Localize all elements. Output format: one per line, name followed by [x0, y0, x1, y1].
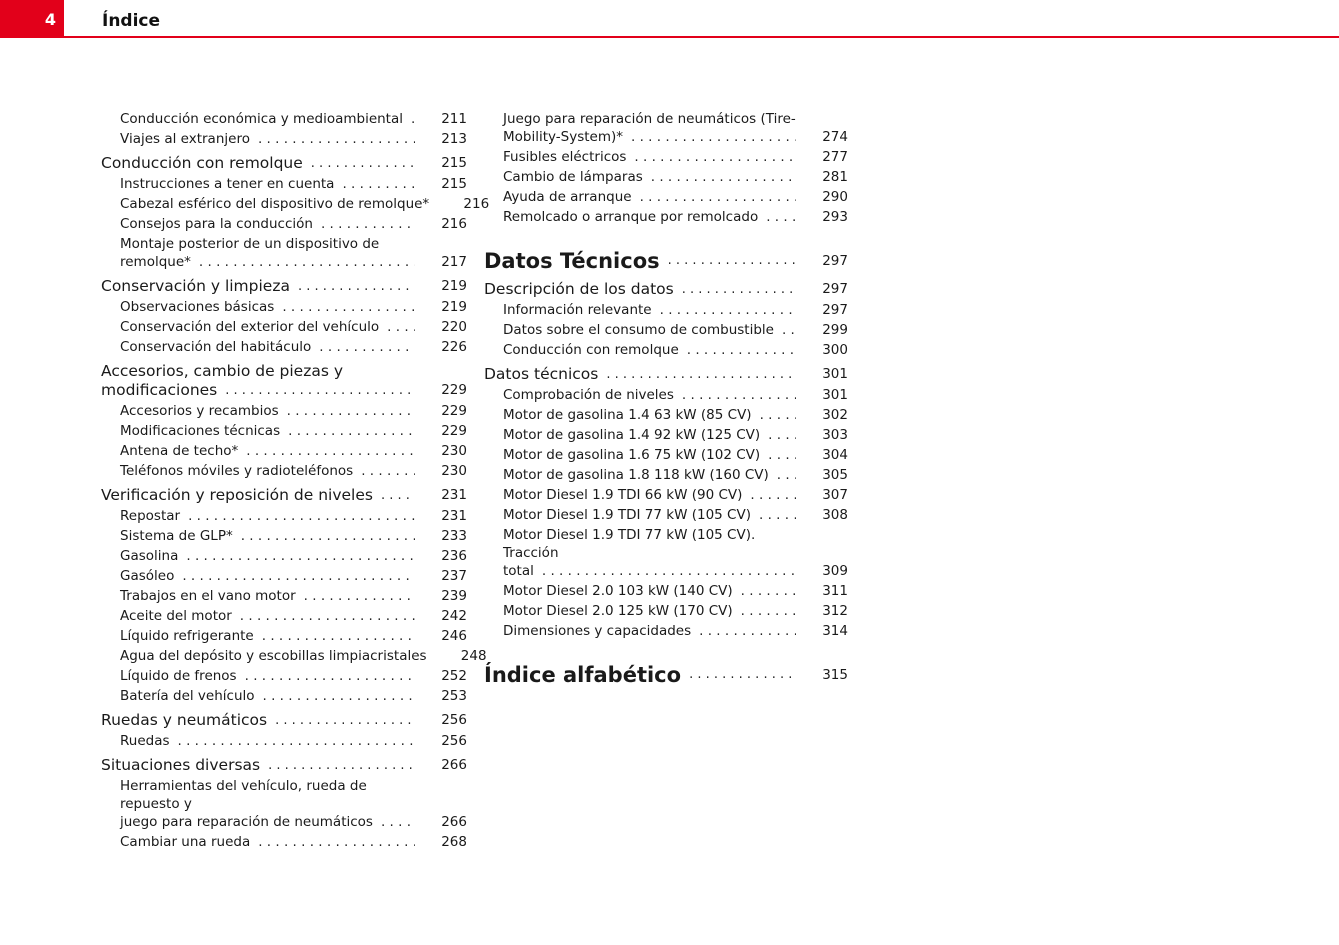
- toc-entry-label: Ayuda de arranque: [503, 189, 632, 205]
- toc-chapter[interactable]: [484, 280, 848, 299]
- toc-entry-label: Conducción con remolque: [101, 154, 303, 172]
- dot-leader: [342, 175, 415, 193]
- toc-entry[interactable]: [484, 622, 848, 640]
- toc-page-number: 277: [822, 149, 848, 165]
- toc-chapter[interactable]: [101, 277, 467, 296]
- toc-entry-label: Motor Diesel 1.9 TDI 66 kW (90 CV): [503, 487, 743, 503]
- dot-leader: [741, 602, 796, 620]
- toc-entry[interactable]: [484, 486, 848, 504]
- dot-leader: [411, 110, 415, 128]
- dot-leader: [760, 406, 796, 424]
- toc-entry[interactable]: [101, 777, 467, 831]
- dot-leader: [240, 607, 415, 625]
- toc-entry-label: Conservación del habitáculo: [120, 339, 312, 355]
- toc-page-number: 230: [441, 463, 467, 479]
- dot-leader: [782, 321, 796, 339]
- toc-entry-label: Motor de gasolina 1.4 63 kW (85 CV): [503, 407, 752, 423]
- dot-leader: [741, 582, 796, 600]
- toc-page-number: 217: [441, 254, 467, 270]
- toc-entry-label: Datos Técnicos: [484, 249, 660, 273]
- dot-leader: [321, 215, 415, 233]
- toc-page-number: 219: [441, 299, 467, 315]
- toc-page-number: 256: [441, 733, 467, 749]
- dot-leader: [766, 208, 796, 226]
- toc-page-number: 297: [822, 281, 848, 297]
- dot-leader: [246, 442, 415, 460]
- toc-page-number: 220: [441, 319, 467, 335]
- toc-page-number: 309: [822, 563, 848, 579]
- toc-entry-label: Ruedas: [120, 733, 170, 749]
- page-header: [0, 0, 1339, 38]
- toc-entry-label: Batería del vehículo: [120, 688, 255, 704]
- toc-page-number: 307: [822, 487, 848, 503]
- dot-leader: [258, 833, 415, 851]
- toc-chapter[interactable]: [101, 486, 467, 505]
- toc-entry[interactable]: [101, 627, 467, 645]
- toc-entry-label: Ruedas y neumáticos: [101, 711, 268, 729]
- toc-entry[interactable]: [101, 422, 467, 440]
- toc-entry-label: Cabezal esférico del dispositivo de remolque*: [120, 196, 430, 212]
- toc-chapter[interactable]: [101, 756, 467, 775]
- page-number: 4: [0, 0, 64, 38]
- toc-page-number: 239: [441, 588, 467, 604]
- toc-page-number: 229: [441, 403, 467, 419]
- toc-entry-label: Motor Diesel 1.9 TDI 77 kW (105 CV): [503, 507, 751, 523]
- toc-page-number: 237: [441, 568, 467, 584]
- toc-entry-label: Teléfonos móviles y radioteléfonos: [120, 463, 354, 479]
- toc-entry-label: Motor de gasolina 1.4 92 kW (125 CV): [503, 427, 761, 443]
- dot-leader: [640, 188, 796, 206]
- dot-leader: [660, 301, 796, 319]
- toc-entry-label: Conducción con remolque: [503, 342, 679, 358]
- toc-chapter[interactable]: [101, 154, 467, 173]
- toc-entry-label: Comprobación de niveles: [503, 387, 674, 403]
- dot-leader: [288, 422, 415, 440]
- toc-entry-label: Conservación del exterior del vehículo: [120, 319, 380, 335]
- toc-page-number: 314: [822, 623, 848, 639]
- toc-entry[interactable]: [484, 526, 848, 580]
- toc-entry[interactable]: [101, 298, 467, 316]
- toc-entry-label: Consejos para la conducción: [120, 216, 313, 232]
- toc-entry-label: Índice alfabético: [484, 663, 682, 687]
- dot-leader: [759, 506, 796, 524]
- toc-entry-label: Sistema de GLP*: [120, 528, 233, 544]
- toc-page-number: 211: [441, 111, 467, 127]
- toc-entry[interactable]: [101, 507, 467, 525]
- toc-page-number: 300: [822, 342, 848, 358]
- toc-section[interactable]: [484, 662, 848, 688]
- toc-page-number: 302: [822, 407, 848, 423]
- dot-leader: [768, 426, 796, 444]
- toc-page-number: 297: [822, 253, 848, 269]
- dot-leader: [750, 486, 796, 504]
- toc-entry[interactable]: [101, 567, 467, 585]
- toc-page-number: 266: [441, 757, 467, 773]
- dot-leader: [275, 711, 415, 730]
- toc-page-number: 301: [822, 366, 848, 382]
- toc-entry[interactable]: [101, 547, 467, 565]
- toc-entry[interactable]: [101, 318, 467, 336]
- toc-entry[interactable]: [101, 833, 467, 851]
- dot-leader: [188, 507, 415, 525]
- toc-section[interactable]: [484, 248, 848, 274]
- toc-page-number: 303: [822, 427, 848, 443]
- toc-entry-label-continued: juego para reparación de neumáticos: [120, 814, 373, 830]
- toc-entry-label: Información relevante: [503, 302, 652, 318]
- toc-page-number: 229: [441, 423, 467, 439]
- toc-entry[interactable]: [484, 208, 848, 226]
- toc-entry-label: Montaje posterior de un dispositivo de: [120, 236, 380, 252]
- toc-page-number: 311: [822, 583, 848, 599]
- toc-entry[interactable]: [484, 301, 848, 319]
- toc-entry-label: Observaciones básicas: [120, 299, 275, 315]
- toc-chapter[interactable]: [101, 362, 467, 400]
- toc-entry-label: Verificación y reposición de niveles: [101, 486, 373, 504]
- toc-entry-label: Datos técnicos: [484, 365, 599, 383]
- page-title: Índice: [102, 11, 161, 31]
- toc-page-number: 274: [822, 129, 848, 145]
- toc-page-number: 290: [822, 189, 848, 205]
- toc-page-number: 248: [460, 648, 487, 664]
- toc-page-number: 266: [441, 814, 467, 830]
- toc-entry[interactable]: [101, 462, 467, 480]
- dot-leader: [258, 130, 415, 148]
- toc-entry[interactable]: [101, 647, 487, 665]
- dot-leader: [282, 298, 415, 316]
- toc-entry-label: Aceite del motor: [120, 608, 232, 624]
- toc-entry[interactable]: [101, 687, 467, 705]
- toc-entry[interactable]: [484, 426, 848, 444]
- toc-entry-label: Fusibles eléctricos: [503, 149, 627, 165]
- dot-leader: [651, 168, 796, 186]
- dot-leader: [182, 567, 415, 585]
- toc-entry-label: Herramientas del vehículo, rueda de repuesto y: [120, 778, 367, 812]
- toc-entry[interactable]: [484, 341, 848, 359]
- dot-leader: [287, 402, 415, 420]
- toc-entry[interactable]: [101, 195, 490, 213]
- header-rule: [64, 36, 1339, 38]
- toc-page-number: 297: [822, 302, 848, 318]
- toc-entry-label: Cambio de lámparas: [503, 169, 643, 185]
- dot-leader: [387, 318, 415, 336]
- toc-entry-label: Agua del depósito y escobillas limpiacristales: [120, 648, 427, 664]
- toc-page-number: 213: [441, 131, 467, 147]
- toc-entry-label: Motor Diesel 1.9 TDI 77 kW (105 CV). Tracción: [503, 527, 756, 561]
- toc-page-number: 226: [441, 339, 467, 355]
- dot-leader: [687, 341, 796, 359]
- toc-entry-label: Gasolina: [120, 548, 179, 564]
- toc-entry[interactable]: [101, 215, 467, 233]
- toc-entry-label: Conservación y limpieza: [101, 277, 290, 295]
- toc-entry-label: Antena de techo*: [120, 443, 239, 459]
- toc-entry-label-continued: total: [503, 563, 534, 579]
- toc-page-number: 231: [441, 487, 467, 503]
- toc-page-number: 301: [822, 387, 848, 403]
- dot-leader: [225, 381, 415, 400]
- dot-leader: [682, 386, 796, 404]
- dot-leader: [304, 587, 415, 605]
- toc-page-number: 308: [822, 507, 848, 523]
- dot-leader: [298, 277, 415, 296]
- toc-entry-label: Repostar: [120, 508, 181, 524]
- toc-entry-label-continued: remolque*: [120, 254, 191, 270]
- toc-entry-label: Gasóleo: [120, 568, 175, 584]
- toc-entry-label: Motor de gasolina 1.6 75 kW (102 CV): [503, 447, 761, 463]
- toc-entry[interactable]: [484, 148, 848, 166]
- toc-entry-label: Modificaciones técnicas: [120, 423, 281, 439]
- toc-entry-label: Accesorios, cambio de piezas y: [101, 362, 344, 380]
- toc-entry[interactable]: [484, 188, 848, 206]
- dot-leader: [186, 547, 415, 565]
- toc-entry-label: Viajes al extranjero: [120, 131, 250, 147]
- toc-entry[interactable]: [484, 406, 848, 424]
- dot-leader: [768, 446, 796, 464]
- dot-leader: [262, 627, 415, 645]
- dot-leader: [319, 338, 415, 356]
- toc-entry[interactable]: [484, 110, 848, 146]
- toc-entry[interactable]: [101, 338, 467, 356]
- toc-page-number: 293: [822, 209, 848, 225]
- toc-entry-label: Remolcado o arranque por remolcado: [503, 209, 759, 225]
- toc-page-number: 242: [441, 608, 467, 624]
- dot-leader: [361, 462, 415, 480]
- dot-leader: [634, 148, 796, 166]
- toc-entry[interactable]: [484, 506, 848, 524]
- toc-entry[interactable]: [101, 607, 467, 625]
- toc-entry[interactable]: [101, 732, 467, 750]
- toc-entry-label: Descripción de los datos: [484, 280, 674, 298]
- toc-entry-label: Juego para reparación de neumáticos (Tire-: [503, 111, 796, 127]
- dot-leader: [542, 562, 796, 580]
- toc-entry[interactable]: [101, 130, 467, 148]
- dot-leader: [245, 667, 415, 685]
- toc-entry[interactable]: [484, 446, 848, 464]
- toc-page-number: 215: [441, 176, 467, 192]
- toc-entry-label: Trabajos en el vano motor: [120, 588, 296, 604]
- toc-entry-label-continued: Mobility-System)*: [503, 129, 624, 145]
- toc-entry-label: Conducción económica y medioambiental: [120, 111, 403, 127]
- dot-leader: [682, 280, 796, 299]
- dot-leader: [668, 248, 796, 274]
- toc-page-number: 236: [441, 548, 467, 564]
- toc-page-number: 305: [822, 467, 848, 483]
- toc-entry[interactable]: [484, 386, 848, 404]
- toc-entry[interactable]: [484, 168, 848, 186]
- toc-entry-label: Instrucciones a tener en cuenta: [120, 176, 335, 192]
- toc-entry[interactable]: [101, 175, 467, 193]
- toc-entry-label: Cambiar una rueda: [120, 834, 251, 850]
- toc-entry-label: Líquido de frenos: [120, 668, 237, 684]
- dot-leader: [263, 687, 415, 705]
- toc-page-number: 230: [441, 443, 467, 459]
- toc-page-number: 253: [441, 688, 467, 704]
- toc-page-number: 299: [822, 322, 848, 338]
- toc-page-number: 246: [441, 628, 467, 644]
- toc-page-number: 281: [822, 169, 848, 185]
- toc-chapter[interactable]: [101, 711, 467, 730]
- toc-page-number: 312: [822, 603, 848, 619]
- toc-entry[interactable]: [101, 235, 467, 271]
- toc-page-number: 219: [441, 278, 467, 294]
- toc-entry-label: Datos sobre el consumo de combustible: [503, 322, 774, 338]
- toc-entry-label-continued: modificaciones: [101, 381, 218, 399]
- toc-left-column: [101, 110, 490, 851]
- toc-entry[interactable]: [101, 442, 467, 460]
- toc-page-number: 233: [441, 528, 467, 544]
- dot-leader: [178, 732, 415, 750]
- toc-entry[interactable]: [101, 110, 467, 128]
- toc-right-column: [484, 110, 848, 692]
- toc-page-number: 216: [463, 196, 490, 212]
- dot-leader: [199, 253, 415, 271]
- toc-page-number: 229: [441, 382, 467, 398]
- toc-chapter[interactable]: [484, 365, 848, 384]
- toc-page-number: 315: [822, 667, 848, 683]
- toc-entry[interactable]: [101, 402, 467, 420]
- dot-leader: [268, 756, 415, 775]
- toc-entry[interactable]: [484, 466, 848, 484]
- toc-entry[interactable]: [484, 582, 848, 600]
- toc-entry-label: Motor Diesel 2.0 103 kW (140 CV): [503, 583, 733, 599]
- toc-entry[interactable]: [101, 667, 467, 685]
- toc-entry-label: Motor Diesel 2.0 125 kW (170 CV): [503, 603, 733, 619]
- dot-leader: [699, 622, 796, 640]
- toc-page-number: 231: [441, 508, 467, 524]
- toc-entry[interactable]: [101, 587, 467, 605]
- dot-leader: [689, 662, 796, 688]
- toc-page-number: 216: [441, 216, 467, 232]
- dot-leader: [311, 154, 415, 173]
- dot-leader: [606, 365, 796, 384]
- dot-leader: [381, 486, 415, 505]
- toc-page-number: 215: [441, 155, 467, 171]
- toc-entry[interactable]: [484, 602, 848, 620]
- dot-leader: [631, 128, 796, 146]
- toc-page-number: 268: [441, 834, 467, 850]
- toc-entry[interactable]: [101, 527, 467, 545]
- dot-leader: [381, 813, 415, 831]
- toc-entry-label: Accesorios y recambios: [120, 403, 279, 419]
- toc-page-number: 252: [441, 668, 467, 684]
- toc-entry-label: Motor de gasolina 1.8 118 kW (160 CV): [503, 467, 769, 483]
- toc-page-number: 304: [822, 447, 848, 463]
- dot-leader: [777, 466, 796, 484]
- toc-entry[interactable]: [484, 321, 848, 339]
- toc-entry-label: Dimensiones y capacidades: [503, 623, 692, 639]
- toc-entry-label: Situaciones diversas: [101, 756, 261, 774]
- toc-page-number: 256: [441, 712, 467, 728]
- dot-leader: [241, 527, 415, 545]
- toc-entry-label: Líquido refrigerante: [120, 628, 254, 644]
